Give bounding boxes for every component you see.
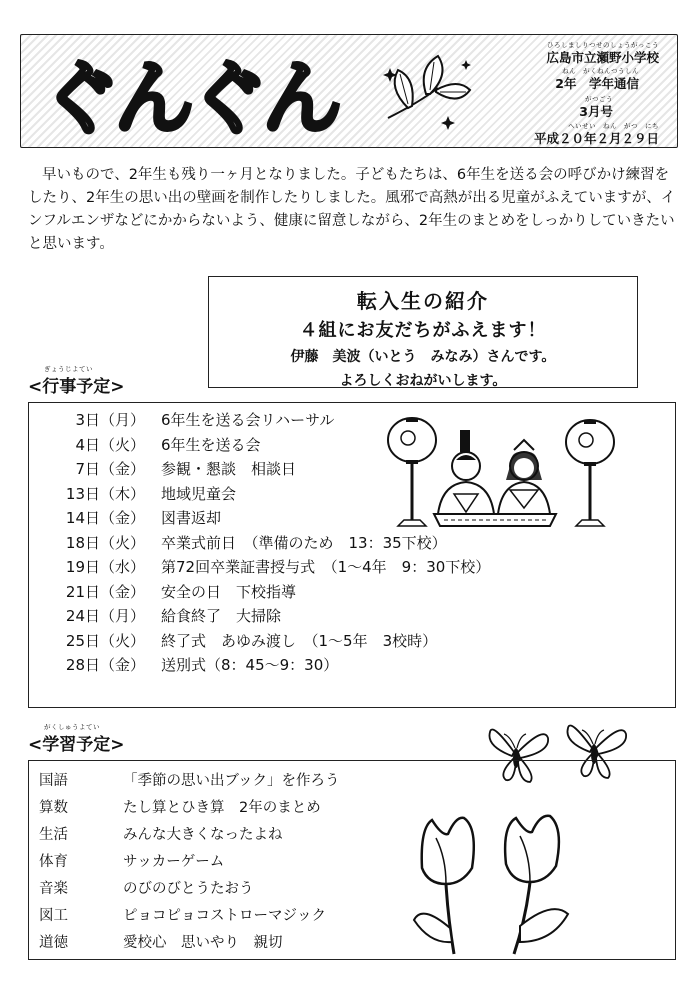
banner-title: ぐんぐん (40, 52, 336, 144)
school-name: 広島市立瀬野小学校 (546, 50, 659, 65)
school-name-ruby: ひろしましりつせのしょうがっこう (547, 41, 659, 49)
event-date: 19日（水） (65, 558, 145, 576)
study-topic: 愛校心 思いやり 親切 (123, 935, 283, 951)
intro-text: 早いもので、2年生も残り一ヶ月となりました。子どもたちは、6年生を送る会の呼びかけ練習をしたり、2年生の思い出の壁画を制作したりしました。風邪で高熱が出る児童がふえていますが、インフルエンザなどにかからないよう、健康に留意しながら、2年生のまとめをしっかりしていきたいと思います。 (28, 167, 676, 252)
issue-date: 平成２０年２月２９日 (533, 131, 659, 146)
study-subject: 音楽 (39, 881, 68, 897)
event-date: 28日（金） (65, 656, 145, 674)
study-topic: たし算とひき算 2年のまとめ (123, 800, 321, 816)
event-date: 25日（火） (65, 631, 145, 650)
study-row (29, 769, 675, 796)
event-date: 21日（金） (65, 582, 145, 601)
intro-paragraph (28, 164, 676, 256)
event-date: 14日（金） (65, 509, 145, 527)
event-row (29, 581, 675, 606)
issue-date-ruby: へいせい ねん がつ にち (568, 122, 659, 130)
grade-line-ruby: ねん がくねんつうしん (562, 67, 639, 75)
transfer-title: 転入生の紹介 (357, 289, 489, 313)
study-subject: 体育 (39, 854, 68, 870)
event-text: 卒業式前日 （準備のため 13：35下校） (161, 533, 447, 552)
event-text: 送別式（8：45～9：30） (161, 656, 339, 674)
event-text: 第72回卒業証書授与式 （1～4年 9：30下校） (161, 558, 491, 576)
issue-ruby: がつごう (585, 95, 613, 103)
study-topic: サッカーゲーム (123, 854, 225, 870)
issue-number: 3月号 (579, 104, 613, 119)
event-text: 給食終了 大掃除 (161, 607, 282, 625)
event-text: 参観・懇談 相談日 (161, 460, 297, 478)
event-date: 13日（木） (65, 484, 145, 503)
event-text: 図書返却 (161, 509, 222, 527)
study-heading: <学習予定> (28, 735, 125, 755)
study-topic: ピョコピョコストローマジック (123, 908, 326, 924)
events-heading: <行事予定> (28, 377, 125, 397)
grade-line: 2年 学年通信 (555, 76, 639, 91)
study-heading-ruby: がくしゅうよてい (44, 723, 100, 731)
event-date: 7日（金） (75, 460, 145, 478)
study-topic: みんな大きくなったよね (123, 827, 283, 843)
event-text: 地域児童会 (161, 484, 237, 503)
study-topic: 「季節の思い出ブック」を作ろう (123, 773, 340, 789)
event-date: 24日（月） (65, 607, 145, 625)
event-row (29, 532, 675, 557)
tulip-illustration (402, 808, 582, 958)
study-topic: のびのびとうたおう (123, 881, 254, 897)
study-subject: 生活 (39, 827, 68, 843)
event-date: 18日（火） (65, 533, 145, 552)
transfer-announcement: ４組にお友だちがふえます！ (299, 320, 547, 341)
events-heading-ruby: ぎょうじよてい (44, 365, 93, 373)
study-subject: 道徳 (39, 935, 68, 951)
event-text: 安全の日 下校指導 (161, 582, 297, 601)
event-date: 3日（月） (75, 411, 145, 429)
leaf-icon (378, 48, 478, 138)
event-row (29, 630, 675, 655)
study-subject: 図工 (39, 908, 68, 924)
transfer-greeting: よろしくおねがいします。 (339, 373, 507, 389)
transfer-student-box (208, 276, 638, 388)
transfer-student-name: 伊藤 美波（いとう みなみ）さんです。 (290, 349, 556, 365)
event-text: 6年生を送る会リハーサル (161, 411, 335, 429)
hina-doll-illustration (384, 410, 620, 534)
event-row (29, 654, 675, 679)
event-row (29, 556, 675, 581)
study-subject: 算数 (39, 800, 68, 816)
banner-title-art (36, 44, 366, 144)
event-row (29, 605, 675, 630)
event-text: 6年生を送る会 (161, 435, 261, 454)
study-subject: 国語 (39, 773, 68, 789)
event-date: 4日（火） (75, 435, 145, 454)
event-text: 終了式 あゆみ渡し （1～5年 3校時） (161, 631, 438, 650)
